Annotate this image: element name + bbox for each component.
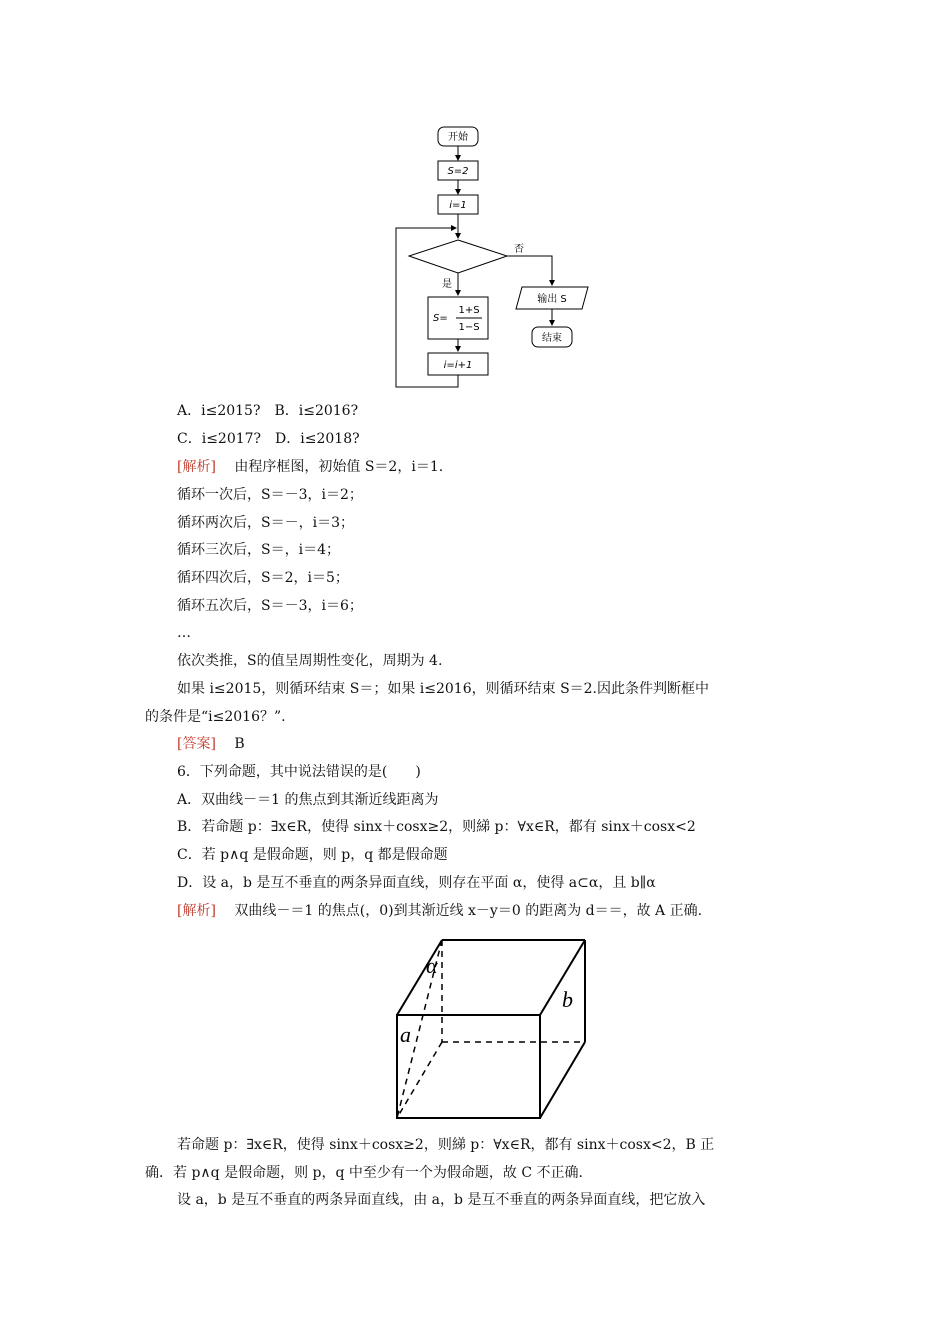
q5-options-cd: C．i≤2017? D．i≤2018?: [177, 431, 360, 447]
after-line-3: 设 a，b 是互不垂直的两条异面直线，由 a，b 是互不垂直的两条异面直线，把它放入: [177, 1192, 706, 1208]
cube-label-b: b: [562, 987, 573, 1012]
analysis5-ellipsis: …: [177, 625, 191, 641]
flowchart-condition-diamond: [409, 240, 507, 273]
flowchart-end-label: 结束: [542, 333, 562, 344]
q6-option-c: C．若 p∧q 是假命题，则 p，q 都是假命题: [177, 847, 448, 863]
after-line-2: 确．若 p∧q 是假命题，则 p，q 中至少有一个为假命题，故 C 不正确.: [145, 1165, 583, 1181]
flowchart-output-label: 输出 S: [537, 294, 567, 305]
analysis-tag: [解析]: [177, 459, 216, 475]
flowchart-init-s-label: S=2: [447, 166, 469, 177]
flowchart-update-s-denominator: 1−S: [458, 322, 480, 333]
after-line-1: 若命题 p：∃x∈R，使得 sinx＋cosx≥2，则綈 p：∀x∈R，都有 sinx＋cosx<2，B 正: [177, 1137, 715, 1153]
flowchart-update-s-numerator: 1+S: [458, 305, 480, 316]
cube-label-alpha: α: [426, 953, 438, 978]
flowchart-yes-label: 是: [442, 279, 452, 290]
answer-tag: [答案]: [177, 736, 216, 752]
analysis5-loop-3: 循环三次后，S＝，i＝4；: [177, 542, 340, 558]
flowchart-init-i-label: i=1: [449, 200, 467, 211]
analysis5-loop-2: 循环两次后，S＝－，i＝3；: [177, 515, 354, 531]
flowchart-update-s-lhs: S=: [433, 313, 448, 324]
q6-option-a: A．双曲线－＝1 的焦点到其渐近线距离为: [177, 792, 439, 808]
flowchart-increment-label: i=i+1: [443, 360, 473, 371]
analysis5-intro: 由程序框图，初始值 S＝2，i＝1.: [234, 459, 444, 475]
analysis5-conclusion-1: 如果 i≤2015，则循环结束 S＝；如果 i≤2016，则循环结束 S＝2.因此条件判断框中: [177, 681, 710, 697]
q6-option-d: D．设 a，b 是互不垂直的两条异面直线，则存在平面 α，使得 a⊂α，且 b∥α: [177, 875, 656, 891]
cube-label-a: a: [400, 1022, 411, 1047]
analysis5-intro-line: [177, 458, 443, 476]
q6-option-b: B．若命题 p：∃x∈R，使得 sinx＋cosx≥2，则綈 p：∀x∈R，都有 sinx＋cosx<2: [177, 819, 696, 835]
analysis-tag: [解析]: [177, 903, 216, 919]
answer5-value: B: [234, 736, 245, 752]
flowchart-no-label: 否: [514, 244, 524, 255]
q6-stem: 6．下列命题，其中说法错误的是( ): [177, 764, 421, 780]
flowchart-start-label: 开始: [448, 132, 468, 143]
answer5-line: [177, 735, 245, 753]
cube-figure: [0, 930, 950, 1130]
analysis5-conclusion-2: 的条件是“i≤2016？”.: [145, 709, 286, 725]
analysis6-line: [177, 902, 702, 920]
analysis5-loop-4: 循环四次后，S＝2，i＝5；: [177, 570, 349, 586]
analysis6-text: 双曲线－＝1 的焦点(，0)到其渐近线 x－y＝0 的距离为 d＝＝，故 A 正确.: [234, 903, 703, 919]
q5-options-ab: A．i≤2015? B．i≤2016?: [177, 403, 359, 419]
analysis5-period: 依次类推，S的值呈周期性变化，周期为 4.: [177, 653, 443, 669]
analysis5-loop-1: 循环一次后，S＝－3，i＝2；: [177, 487, 363, 503]
analysis5-loop-5: 循环五次后，S＝－3，i＝6；: [177, 598, 363, 614]
program-flowchart: [0, 0, 950, 400]
